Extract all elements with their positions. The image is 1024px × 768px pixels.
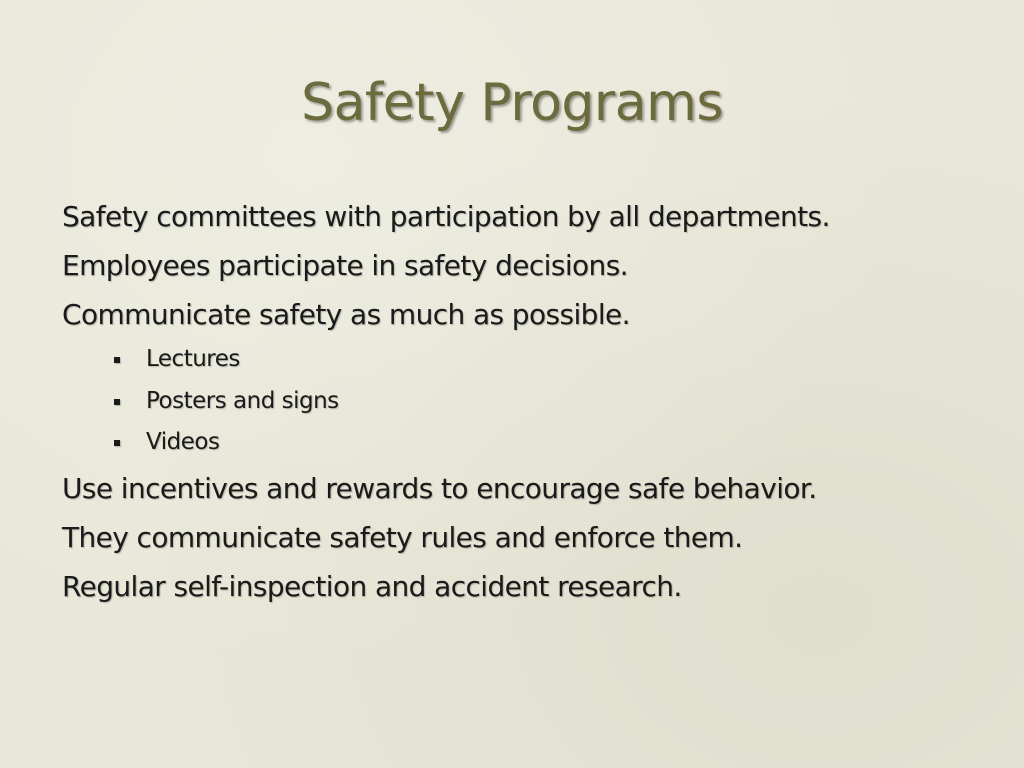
- sub-list-item-label: Videos: [146, 429, 220, 455]
- list-item: Employees participate in safety decisions.: [62, 249, 628, 282]
- slide-title: Safety Programs: [301, 73, 723, 133]
- list-item: Regular self-inspection and accident research.: [62, 569, 682, 603]
- list-item: Use incentives and rewards to encourage safe behavior.: [62, 471, 817, 505]
- list-item: Safety committees with participation by all departments.: [62, 200, 830, 233]
- sub-list-item-label: Posters and signs: [146, 387, 339, 414]
- sub-list-item: [146, 381, 1002, 423]
- list-item: Communicate safety as much as possible.: [62, 298, 630, 331]
- sub-list-item: [146, 422, 1002, 464]
- sub-list: [62, 339, 1002, 464]
- list-item: They communicate safety rules and enforce them.: [62, 520, 743, 554]
- sub-list-item: [146, 339, 1002, 381]
- square-bullet-icon: [114, 399, 120, 405]
- sub-list-item-label: Lectures: [146, 346, 240, 372]
- square-bullet-icon: [114, 357, 120, 363]
- square-bullet-icon: [114, 440, 120, 446]
- bullet-list: [62, 192, 1002, 611]
- sub-list-container: [62, 339, 1002, 464]
